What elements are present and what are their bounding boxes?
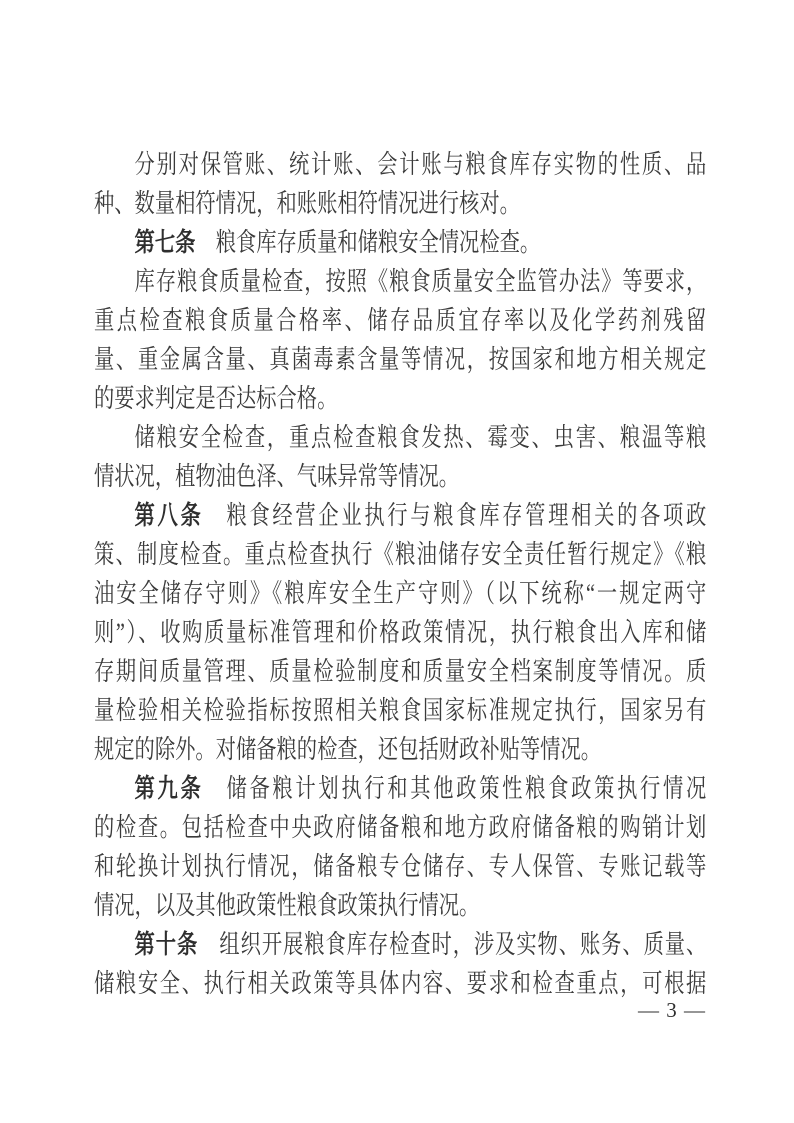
article-label: 第七条	[134, 227, 196, 257]
doc-line	[94, 535, 706, 574]
doc-line	[94, 457, 706, 496]
doc-line	[94, 886, 706, 925]
doc-line	[94, 808, 706, 847]
doc-line	[94, 769, 706, 808]
line-text: 规定的除外。对储备粮的检查，还包括财政补贴等情况。	[94, 735, 602, 764]
doc-line	[94, 964, 706, 1003]
doc-line	[94, 847, 706, 886]
line-text: 策、制度检查。重点检查执行《粮油储存安全责任暂行规定》《粮	[94, 540, 707, 569]
article-label: 第十条	[134, 929, 199, 959]
doc-line	[94, 301, 706, 340]
line-text: 储粮安全、执行相关政策等具体内容、要求和检查重点，可根据	[94, 969, 707, 998]
line-text: 情况，以及其他政策性粮食政策执行情况。	[94, 891, 480, 920]
article-label: 第九条	[134, 773, 204, 803]
line-text: 库存粮食质量检查，按照《粮食质量安全监管办法》等要求，	[134, 267, 707, 296]
line-text: 则”）、收购质量标准管理和价格政策情况，执行粮食出入库和储	[94, 618, 707, 647]
line-text: 量、重金属含量、真菌毒素含量等情况，按国家和地方相关规定	[94, 345, 707, 374]
line-text: 储备粮计划执行和其他政策性粮食政策执行情况	[203, 774, 707, 803]
doc-line	[94, 418, 706, 457]
doc-line	[94, 730, 706, 769]
line-text: 储粮安全检查，重点检查粮食发热、霉变、虫害、粮温等粮	[134, 423, 707, 452]
line-text: 和轮换计划执行情况，储备粮专仓储存、专人保管、专账记载等	[94, 852, 707, 881]
line-text: 量检验相关检验指标按照相关粮食国家标准规定执行，国家另有	[94, 696, 707, 725]
doc-line	[94, 496, 706, 535]
line-text: 的检查。包括检查中央政府储备粮和地方政府储备粮的购销计划	[94, 813, 707, 842]
line-text: 粮食库存质量和储粮安全情况检查。	[195, 228, 541, 257]
line-text: 情状况，植物油色泽、气味异常等情况。	[94, 462, 460, 491]
line-text: 重点检查粮食质量合格率、储存品质宜存率以及化学药剂残留	[94, 306, 707, 335]
article-label: 第八条	[134, 500, 204, 530]
doc-line	[94, 184, 706, 223]
line-text: 油安全储存守则》《粮库安全生产守则》（以下统称“一规定两守	[94, 579, 707, 608]
line-text: 粮食经营企业执行与粮食库存管理相关的各项政	[203, 501, 707, 530]
doc-line	[94, 613, 706, 652]
doc-line	[94, 379, 706, 418]
doc-line	[94, 691, 706, 730]
doc-line	[94, 574, 706, 613]
doc-line	[94, 340, 706, 379]
line-text: 组织开展粮食库存检查时，涉及实物、账务、质量、	[198, 930, 707, 959]
doc-line	[94, 145, 706, 184]
line-text: 分别对保管账、统计账、会计账与粮食库存实物的性质、品	[134, 150, 707, 179]
line-text: 存期间质量管理、质量检验制度和质量安全档案制度等情况。质	[94, 657, 707, 686]
doc-line	[94, 925, 706, 964]
doc-line	[94, 262, 706, 301]
document-body	[94, 145, 706, 1003]
line-text: 种、数量相符情况，和账账相符情况进行核对。	[94, 189, 520, 218]
doc-line	[94, 652, 706, 691]
page-number: — 3 —	[638, 998, 706, 1022]
line-text: 的要求判定是否达标合格。	[94, 384, 338, 413]
doc-line	[94, 223, 706, 262]
